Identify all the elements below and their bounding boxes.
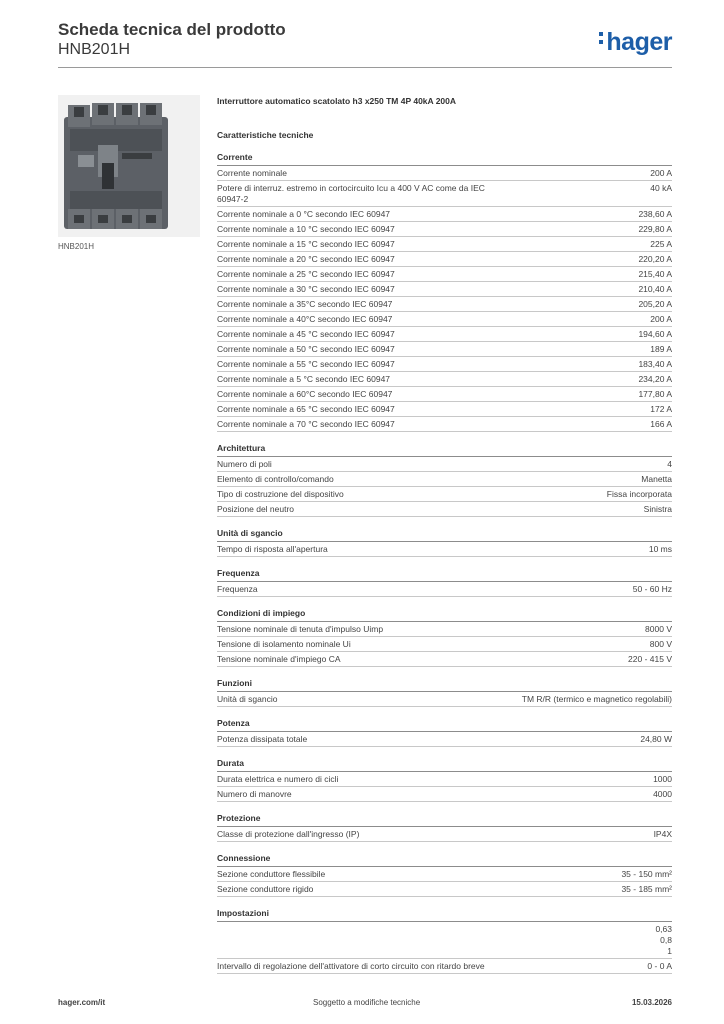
spec-label: Unità di sgancio: [217, 693, 278, 704]
spec-section: [217, 677, 672, 707]
tech-heading: Caratteristiche tecniche: [217, 130, 314, 140]
spec-section: [217, 151, 672, 432]
spec-value: TM R/R (termico e magnetico regolabili): [521, 693, 672, 704]
spec-value: 4000: [653, 788, 672, 799]
spec-section: [217, 527, 672, 557]
spec-row: [217, 267, 672, 282]
spec-label: Potenza dissipata totale: [217, 733, 308, 744]
spec-value: 200 A: [650, 313, 672, 324]
spec-row: [217, 622, 672, 637]
spec-row: [217, 357, 672, 372]
spec-label: Corrente nominale a 35°C secondo IEC 60947: [217, 298, 393, 309]
spec-label: Classe di protezione dall'ingresso (IP): [217, 828, 360, 839]
spec-row: [217, 882, 672, 897]
spec-row: [217, 312, 672, 327]
spec-value: 194,60 A: [638, 328, 672, 339]
spec-label: Potere di interruz. estremo in cortocircuito Icu a 400 V AC come da IEC 60947-2: [217, 182, 485, 204]
spec-value: 234,20 A: [638, 373, 672, 384]
spec-section: [217, 852, 672, 897]
spec-row: [217, 827, 672, 842]
section-title: Architettura: [217, 442, 672, 457]
spec-row: [217, 652, 672, 667]
page-title: Scheda tecnica del prodotto: [58, 20, 286, 39]
spec-value: 210,40 A: [638, 283, 672, 294]
spec-value: 220 - 415 V: [628, 653, 672, 664]
spec-row: [217, 772, 672, 787]
spec-row: [217, 166, 672, 181]
footer-date: 15.03.2026: [631, 998, 672, 1007]
spec-label: Numero di manovre: [217, 788, 292, 799]
spec-label: Corrente nominale a 50 °C secondo IEC 60947: [217, 343, 395, 354]
spec-label: Corrente nominale a 40°C secondo IEC 60947: [217, 313, 393, 324]
spec-value: 4: [667, 458, 672, 469]
spec-value: 50 - 60 Hz: [632, 583, 672, 594]
spec-label: Tempo di risposta all'apertura: [217, 543, 328, 554]
section-title: Frequenza: [217, 567, 672, 582]
spec-label: Corrente nominale a 60°C secondo IEC 60947: [217, 388, 393, 399]
spec-row: [217, 297, 672, 312]
spec-label: Corrente nominale a 25 °C secondo IEC 60947: [217, 268, 395, 279]
spec-section: [217, 812, 672, 842]
spec-row: [217, 787, 672, 802]
spec-row: [217, 922, 672, 959]
spec-row: [217, 542, 672, 557]
product-description: Interruttore automatico scatolato h3 x250 TM 4P 40kA 200A: [217, 96, 457, 106]
spec-label: Corrente nominale: [217, 167, 287, 178]
spec-row: [217, 582, 672, 597]
spec-row: [217, 237, 672, 252]
spec-row: [217, 637, 672, 652]
spec-label: Corrente nominale a 45 °C secondo IEC 60947: [217, 328, 395, 339]
spec-sections: [217, 151, 672, 974]
spec-label: Tensione di isolamento nominale Ui: [217, 638, 351, 649]
spec-value: 24,80 W: [640, 733, 672, 744]
spec-row: [217, 867, 672, 882]
spec-value: Manetta: [641, 473, 672, 484]
footer-note: Soggetto a modifiche tecniche: [313, 998, 421, 1007]
spec-value: 10 ms: [648, 543, 672, 554]
spec-row: [217, 457, 672, 472]
spec-label: Corrente nominale a 70 °C secondo IEC 60947: [217, 418, 395, 429]
spec-row: [217, 487, 672, 502]
spec-row: [217, 692, 672, 707]
spec-label: Sezione conduttore flessibile: [217, 868, 326, 879]
spec-value: 215,40 A: [638, 268, 672, 279]
section-title: Connessione: [217, 852, 672, 867]
circuit-breaker-illustration: [58, 95, 200, 237]
section-title: Funzioni: [217, 677, 672, 692]
spec-value: 166 A: [650, 418, 672, 429]
hager-logo: [599, 28, 672, 57]
spec-value: 225 A: [650, 238, 672, 249]
section-title: Durata: [217, 757, 672, 772]
spec-label: Sezione conduttore rigido: [217, 883, 314, 894]
spec-row: [217, 472, 672, 487]
spec-row: [217, 417, 672, 432]
spec-value: 40 kA: [650, 182, 672, 193]
product-code: HNB201H: [58, 41, 131, 58]
spec-label: Elemento di controllo/comando: [217, 473, 334, 484]
spec-row: [217, 327, 672, 342]
spec-row: [217, 959, 672, 974]
footer-website: hager.com/it: [58, 998, 106, 1007]
spec-label: Corrente nominale a 65 °C secondo IEC 60947: [217, 403, 395, 414]
spec-row: [217, 207, 672, 222]
spec-section: [217, 442, 672, 517]
spec-label: Corrente nominale a 15 °C secondo IEC 60947: [217, 238, 395, 249]
spec-label: Corrente nominale a 55 °C secondo IEC 60947: [217, 358, 395, 369]
spec-row: [217, 402, 672, 417]
spec-value: 0,63 0,8 1: [655, 923, 672, 956]
spec-row: [217, 222, 672, 237]
spec-label: Numero di poli: [217, 458, 272, 469]
section-title: Corrente: [217, 151, 672, 166]
spec-row: [217, 342, 672, 357]
spec-value: 0 - 0 A: [647, 960, 672, 971]
spec-value: 205,20 A: [638, 298, 672, 309]
spec-value: 177,80 A: [638, 388, 672, 399]
section-title: Protezione: [217, 812, 672, 827]
spec-row: [217, 502, 672, 517]
spec-value: 800 V: [649, 638, 672, 649]
spec-value: 8000 V: [645, 623, 672, 634]
spec-value: 189 A: [650, 343, 672, 354]
spec-label: Corrente nominale a 5 °C secondo IEC 60947: [217, 373, 391, 384]
spec-value: 229,80 A: [638, 223, 672, 234]
spec-row: [217, 372, 672, 387]
spec-section: [217, 907, 672, 974]
spec-section: [217, 717, 672, 747]
spec-value: 35 - 185 mm²: [621, 883, 672, 894]
spec-label: Tensione nominale di tenuta d'impulso Uimp: [217, 623, 384, 634]
spec-value: 1000: [653, 773, 672, 784]
spec-section: [217, 757, 672, 802]
spec-label: Intervallo di regolazione dell'attivatore di corto circuito con ritardo breve: [217, 960, 485, 971]
section-title: Unità di sgancio: [217, 527, 672, 542]
page-header: [58, 20, 672, 68]
spec-row: [217, 282, 672, 297]
product-image: [58, 95, 200, 237]
spec-value: 200 A: [650, 167, 672, 178]
spec-value: Sinistra: [643, 503, 672, 514]
spec-label: Corrente nominale a 30 °C secondo IEC 60947: [217, 283, 395, 294]
image-caption: HNB201H: [58, 242, 95, 251]
header-divider: [58, 67, 672, 68]
spec-label: Corrente nominale a 10 °C secondo IEC 60947: [217, 223, 395, 234]
section-title: Condizioni di impiego: [217, 607, 672, 622]
spec-value: 183,40 A: [638, 358, 672, 369]
spec-label: Durata elettrica e numero di cicli: [217, 773, 339, 784]
spec-label: Posizione del neutro: [217, 503, 295, 514]
spec-row: [217, 387, 672, 402]
spec-value: 220,20 A: [638, 253, 672, 264]
spec-value: 35 - 150 mm²: [621, 868, 672, 879]
spec-row: [217, 181, 672, 207]
spec-label: Frequenza: [217, 583, 258, 594]
logo-text: hager: [606, 28, 672, 56]
spec-content: [217, 96, 672, 984]
spec-label: Tensione nominale d'impiego CA: [217, 653, 341, 664]
section-title: Impostazioni: [217, 907, 672, 922]
spec-row: [217, 252, 672, 267]
spec-label: Corrente nominale a 20 °C secondo IEC 60947: [217, 253, 395, 264]
spec-value: Fissa incorporata: [606, 488, 672, 499]
logo-dots-icon: [599, 28, 604, 44]
spec-value: 238,60 A: [638, 208, 672, 219]
spec-value: 172 A: [650, 403, 672, 414]
spec-row: [217, 732, 672, 747]
spec-value: IP4X: [653, 828, 672, 839]
section-title: Potenza: [217, 717, 672, 732]
spec-label: Corrente nominale a 0 °C secondo IEC 60947: [217, 208, 391, 219]
spec-section: [217, 567, 672, 597]
spec-label: Tipo di costruzione del dispositivo: [217, 488, 344, 499]
spec-label: [217, 924, 655, 957]
spec-section: [217, 607, 672, 667]
